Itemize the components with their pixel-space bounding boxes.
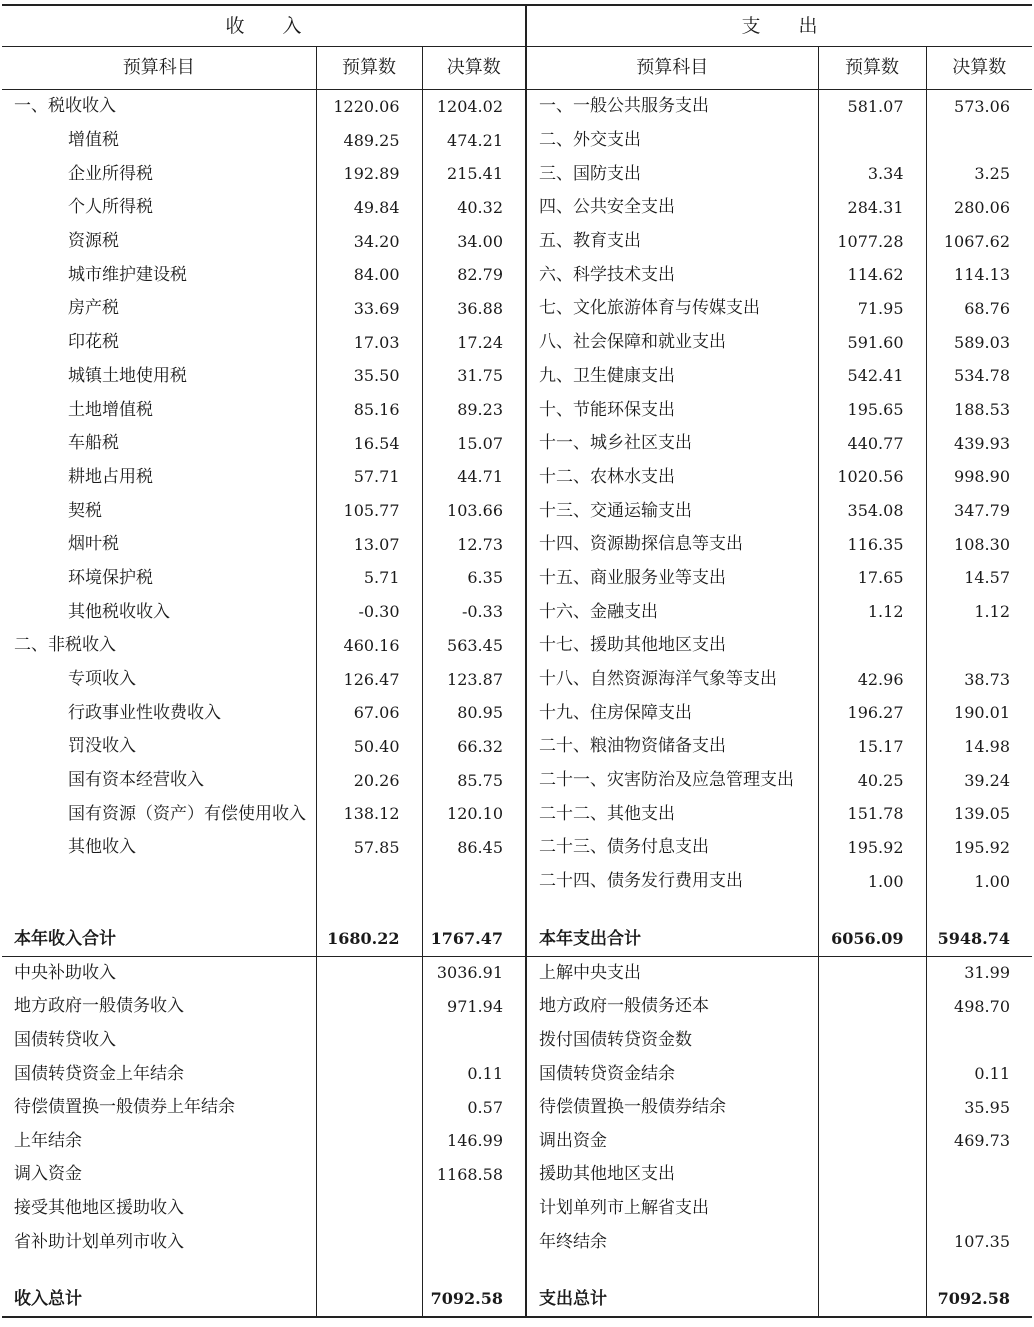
income-item: 环境保护税 [68, 567, 153, 588]
table-row [2, 258, 1032, 292]
expense-item: 待偿债置换一般债券结余 [526, 1091, 818, 1125]
expense-budget: 581.07 [818, 90, 926, 124]
income-budget: 57.71 [316, 461, 422, 495]
income-budget: 20.26 [316, 764, 422, 798]
table-row [2, 764, 1032, 798]
expense-item: 计划单列市上解省支出 [526, 1192, 818, 1226]
expense-item: 十七、援助其他地区支出 [526, 629, 818, 663]
expense-item: 调出资金 [526, 1124, 818, 1158]
table-row [2, 1057, 1032, 1091]
income-final [422, 1024, 526, 1058]
income-item: 烟叶税 [68, 534, 119, 555]
income-item: 国有资源（资产）有偿使用收入 [68, 803, 306, 824]
expense-item: 援助其他地区支出 [526, 1158, 818, 1192]
income-item: 上年结余 [14, 1130, 82, 1151]
income-final: 12.73 [422, 528, 526, 562]
income-final: 971.94 [422, 990, 526, 1024]
table-row [2, 360, 1032, 394]
expense-final: 31.99 [926, 956, 1032, 990]
income-final: -0.33 [422, 595, 526, 629]
expense-budget [818, 990, 926, 1024]
expense-budget: 1020.56 [818, 461, 926, 495]
income-budget: 489.25 [316, 124, 422, 158]
table-row [2, 797, 1032, 831]
expense-budget: 116.35 [818, 528, 926, 562]
table-row [2, 90, 1032, 124]
table-row [2, 956, 1032, 990]
income-final: 15.07 [422, 427, 526, 461]
income-budget [316, 865, 422, 899]
expense-item: 四、公共安全支出 [526, 191, 818, 225]
income-item: 资源税 [68, 231, 119, 252]
table-row [2, 191, 1032, 225]
expense-final: 114.13 [926, 258, 1032, 292]
income-budget: -0.30 [316, 595, 422, 629]
expense-final: 39.24 [926, 764, 1032, 798]
expense-budget: 114.62 [818, 258, 926, 292]
income-budget: 460.16 [316, 629, 422, 663]
table-row [2, 1024, 1032, 1058]
income-item: 增值税 [68, 130, 119, 151]
income-budget: 49.84 [316, 191, 422, 225]
expense-final: 108.30 [926, 528, 1032, 562]
expense-final: 139.05 [926, 797, 1032, 831]
spacer-cell [316, 1259, 422, 1283]
income-section-title: 收 入 [2, 5, 526, 47]
expense-final: 1067.62 [926, 225, 1032, 259]
expense-item: 十、节能环保支出 [526, 393, 818, 427]
spacer-row [2, 1259, 1032, 1283]
expense-final: 498.70 [926, 990, 1032, 1024]
expense-final: 573.06 [926, 90, 1032, 124]
expense-budget: 542.41 [818, 360, 926, 394]
income-item: 个人所得税 [68, 197, 153, 218]
expense-budget [818, 629, 926, 663]
income-final: 36.88 [422, 292, 526, 326]
expense-item: 十二、农林水支出 [526, 461, 818, 495]
income-budget [316, 1192, 422, 1226]
total-row [2, 1283, 1032, 1317]
table-row [2, 831, 1032, 865]
income-item: 待偿债置换一般债券上年结余 [14, 1097, 235, 1118]
income-item: 城镇土地使用税 [68, 365, 187, 386]
income-budget [316, 956, 422, 990]
income-item: 罚没收入 [68, 736, 136, 757]
income-item: 一、税收收入 [14, 96, 116, 117]
expense-budget [818, 1024, 926, 1058]
income-budget: 126.47 [316, 663, 422, 697]
income-item: 国债转贷收入 [14, 1029, 116, 1050]
income-final: 103.66 [422, 494, 526, 528]
table-row [2, 461, 1032, 495]
table-row [2, 326, 1032, 360]
expense-final [926, 1192, 1032, 1226]
expense-item: 二十一、灾害防治及应急管理支出 [526, 764, 818, 798]
expense-item: 十一、城乡社区支出 [526, 427, 818, 461]
expense-budget [818, 1225, 926, 1259]
income-final: 474.21 [422, 124, 526, 158]
column-header-row [2, 47, 1032, 90]
expense-final: 534.78 [926, 360, 1032, 394]
expense-subtotal-budget: 6056.09 [818, 923, 926, 957]
expense-budget: 71.95 [818, 292, 926, 326]
income-final: 86.45 [422, 831, 526, 865]
income-budget [316, 1124, 422, 1158]
table-row [2, 225, 1032, 259]
expense-item: 十八、自然资源海洋气象等支出 [526, 663, 818, 697]
income-item: 地方政府一般债务收入 [14, 996, 184, 1017]
expense-budget: 3.34 [818, 157, 926, 191]
table-row [2, 562, 1032, 596]
income-final [422, 1192, 526, 1226]
income-final: 82.79 [422, 258, 526, 292]
income-final: 31.75 [422, 360, 526, 394]
expense-final: 107.35 [926, 1225, 1032, 1259]
income-total-label: 收入总计 [2, 1283, 316, 1317]
income-item: 其他税收收入 [68, 601, 170, 622]
income-total-final: 7092.58 [422, 1283, 526, 1317]
expense-final: 439.93 [926, 427, 1032, 461]
expense-budget: 195.65 [818, 393, 926, 427]
expense-final: 469.73 [926, 1124, 1032, 1158]
income-final: 6.35 [422, 562, 526, 596]
expense-final: 190.01 [926, 696, 1032, 730]
expense-final: 1.12 [926, 595, 1032, 629]
expense-item: 二十四、债务发行费用支出 [526, 865, 818, 899]
subtotal-row [2, 923, 1032, 957]
income-final: 89.23 [422, 393, 526, 427]
expense-budget: 40.25 [818, 764, 926, 798]
income-budget [316, 990, 422, 1024]
expense-total-budget [818, 1283, 926, 1317]
income-item-header: 预算科目 [2, 47, 316, 90]
expense-total-label: 支出总计 [526, 1283, 818, 1317]
expense-budget: 1.00 [818, 865, 926, 899]
income-budget: 84.00 [316, 258, 422, 292]
expense-final: 347.79 [926, 494, 1032, 528]
spacer-cell [926, 899, 1032, 923]
income-budget: 50.40 [316, 730, 422, 764]
income-final: 1204.02 [422, 90, 526, 124]
income-item: 中央补助收入 [14, 962, 116, 983]
expense-budget: 42.96 [818, 663, 926, 697]
income-item: 车船税 [68, 433, 119, 454]
section-header-row [2, 5, 1032, 47]
income-item: 国有资本经营收入 [68, 770, 204, 791]
income-final [422, 1225, 526, 1259]
table-row [2, 595, 1032, 629]
income-item: 省补助计划单列市收入 [14, 1231, 184, 1252]
income-budget [316, 1057, 422, 1091]
income-item: 土地增值税 [68, 399, 153, 420]
expense-budget [818, 1124, 926, 1158]
income-item: 印花税 [68, 332, 119, 353]
income-item: 行政事业性收费收入 [68, 702, 221, 723]
expense-budget: 284.31 [818, 191, 926, 225]
expense-final [926, 1024, 1032, 1058]
income-item: 其他收入 [68, 837, 136, 858]
income-item: 企业所得税 [68, 163, 153, 184]
table-row [2, 629, 1032, 663]
income-final: 1168.58 [422, 1158, 526, 1192]
table-row [2, 157, 1032, 191]
income-subtotal-final: 1767.47 [422, 923, 526, 957]
expense-final: 0.11 [926, 1057, 1032, 1091]
spacer-cell [2, 1259, 316, 1283]
expense-budget [818, 956, 926, 990]
expense-final [926, 629, 1032, 663]
income-item: 房产税 [68, 298, 119, 319]
expense-total-final: 7092.58 [926, 1283, 1032, 1317]
income-budget: 35.50 [316, 360, 422, 394]
expense-item: 地方政府一般债务还本 [526, 990, 818, 1024]
table-row [2, 292, 1032, 326]
expense-item: 一、一般公共服务支出 [526, 90, 818, 124]
expense-final: 14.57 [926, 562, 1032, 596]
income-final: 215.41 [422, 157, 526, 191]
expense-section-title: 支 出 [526, 5, 1032, 47]
table-row [2, 1158, 1032, 1192]
expense-budget [818, 1091, 926, 1125]
income-budget: 105.77 [316, 494, 422, 528]
table-row [2, 494, 1032, 528]
expense-budget [818, 124, 926, 158]
expense-item: 八、社会保障和就业支出 [526, 326, 818, 360]
table-row [2, 865, 1032, 899]
income-budget: 16.54 [316, 427, 422, 461]
expense-subtotal-final: 5948.74 [926, 923, 1032, 957]
expense-budget: 195.92 [818, 831, 926, 865]
income-item: 调入资金 [14, 1164, 82, 1185]
expense-final: 14.98 [926, 730, 1032, 764]
expense-item: 五、教育支出 [526, 225, 818, 259]
income-final: 34.00 [422, 225, 526, 259]
income-item: 耕地占用税 [68, 466, 153, 487]
income-budget: 192.89 [316, 157, 422, 191]
income-budget [316, 1225, 422, 1259]
expense-budget [818, 1192, 926, 1226]
table-row [2, 696, 1032, 730]
expense-item: 二十二、其他支出 [526, 797, 818, 831]
income-budget: 34.20 [316, 225, 422, 259]
expense-final [926, 124, 1032, 158]
table-row [2, 663, 1032, 697]
table-row [2, 124, 1032, 158]
spacer-cell [2, 899, 316, 923]
expense-budget: 1077.28 [818, 225, 926, 259]
income-final: 3036.91 [422, 956, 526, 990]
budget-table [2, 4, 1032, 1318]
expense-budget-header: 预算数 [818, 47, 926, 90]
expense-final: 195.92 [926, 831, 1032, 865]
income-item: 国债转贷资金上年结余 [14, 1063, 184, 1084]
expense-final [926, 1158, 1032, 1192]
income-subtotal-budget: 1680.22 [316, 923, 422, 957]
expense-item: 二十、粮油物资储备支出 [526, 730, 818, 764]
expense-budget: 354.08 [818, 494, 926, 528]
expense-budget: 591.60 [818, 326, 926, 360]
income-final: 123.87 [422, 663, 526, 697]
expense-subtotal-label: 本年支出合计 [526, 923, 818, 957]
expense-final: 280.06 [926, 191, 1032, 225]
expense-final: 35.95 [926, 1091, 1032, 1125]
income-final: 120.10 [422, 797, 526, 831]
income-final: 0.57 [422, 1091, 526, 1125]
expense-final: 3.25 [926, 157, 1032, 191]
income-budget [316, 1158, 422, 1192]
spacer-cell [422, 899, 526, 923]
spacer-row [2, 899, 1032, 923]
income-subtotal-label: 本年收入合计 [2, 923, 316, 957]
budget-sheet [0, 4, 1034, 1327]
income-final: 146.99 [422, 1124, 526, 1158]
expense-budget: 196.27 [818, 696, 926, 730]
expense-final: 1.00 [926, 865, 1032, 899]
expense-item: 二十三、债务付息支出 [526, 831, 818, 865]
expense-item: 六、科学技术支出 [526, 258, 818, 292]
table-row [2, 1192, 1032, 1226]
expense-budget: 151.78 [818, 797, 926, 831]
income-budget: 138.12 [316, 797, 422, 831]
income-final: 80.95 [422, 696, 526, 730]
expense-budget: 15.17 [818, 730, 926, 764]
expense-item: 十六、金融支出 [526, 595, 818, 629]
table-row [2, 1091, 1032, 1125]
income-budget [316, 1091, 422, 1125]
expense-final: 188.53 [926, 393, 1032, 427]
income-budget: 17.03 [316, 326, 422, 360]
expense-final-header: 决算数 [926, 47, 1032, 90]
income-budget-header: 预算数 [316, 47, 422, 90]
income-item: 接受其他地区援助收入 [14, 1197, 184, 1218]
income-budget: 1220.06 [316, 90, 422, 124]
income-budget: 85.16 [316, 393, 422, 427]
expense-final: 68.76 [926, 292, 1032, 326]
expense-final: 998.90 [926, 461, 1032, 495]
income-final: 66.32 [422, 730, 526, 764]
income-final: 17.24 [422, 326, 526, 360]
income-budget: 5.71 [316, 562, 422, 596]
income-final-header: 决算数 [422, 47, 526, 90]
table-row [2, 1124, 1032, 1158]
table-row [2, 427, 1032, 461]
income-final: 85.75 [422, 764, 526, 798]
income-item: 契税 [68, 500, 102, 521]
table-row [2, 730, 1032, 764]
income-budget [316, 1024, 422, 1058]
expense-item: 十三、交通运输支出 [526, 494, 818, 528]
expense-item: 二、外交支出 [526, 124, 818, 158]
spacer-cell [422, 1259, 526, 1283]
table-row [2, 990, 1032, 1024]
expense-item: 上解中央支出 [526, 956, 818, 990]
expense-budget: 440.77 [818, 427, 926, 461]
income-final [422, 865, 526, 899]
income-budget: 13.07 [316, 528, 422, 562]
expense-item: 七、文化旅游体育与传媒支出 [526, 292, 818, 326]
table-row [2, 528, 1032, 562]
table-row [2, 393, 1032, 427]
income-final: 44.71 [422, 461, 526, 495]
expense-item-header: 预算科目 [526, 47, 818, 90]
spacer-cell [818, 899, 926, 923]
expense-item: 拨付国债转贷资金数 [526, 1024, 818, 1058]
expense-budget [818, 1158, 926, 1192]
income-budget: 67.06 [316, 696, 422, 730]
income-item: 专项收入 [68, 669, 136, 690]
income-item: 城市维护建设税 [68, 264, 187, 285]
expense-item: 国债转贷资金结余 [526, 1057, 818, 1091]
spacer-cell [818, 1259, 926, 1283]
spacer-cell [526, 899, 818, 923]
expense-item: 九、卫生健康支出 [526, 360, 818, 394]
expense-item: 十九、住房保障支出 [526, 696, 818, 730]
expense-budget [818, 1057, 926, 1091]
income-item: 二、非税收入 [14, 635, 116, 656]
spacer-cell [316, 899, 422, 923]
expense-item: 十四、资源勘探信息等支出 [526, 528, 818, 562]
income-total-budget [316, 1283, 422, 1317]
income-budget: 33.69 [316, 292, 422, 326]
table-row [2, 1225, 1032, 1259]
expense-item: 三、国防支出 [526, 157, 818, 191]
income-budget: 57.85 [316, 831, 422, 865]
spacer-cell [526, 1259, 818, 1283]
expense-item: 十五、商业服务业等支出 [526, 562, 818, 596]
income-final: 563.45 [422, 629, 526, 663]
expense-final: 589.03 [926, 326, 1032, 360]
expense-final: 38.73 [926, 663, 1032, 697]
expense-budget: 17.65 [818, 562, 926, 596]
expense-item: 年终结余 [526, 1225, 818, 1259]
expense-budget: 1.12 [818, 595, 926, 629]
income-item [2, 865, 316, 899]
spacer-cell [926, 1259, 1032, 1283]
income-final: 0.11 [422, 1057, 526, 1091]
income-final: 40.32 [422, 191, 526, 225]
